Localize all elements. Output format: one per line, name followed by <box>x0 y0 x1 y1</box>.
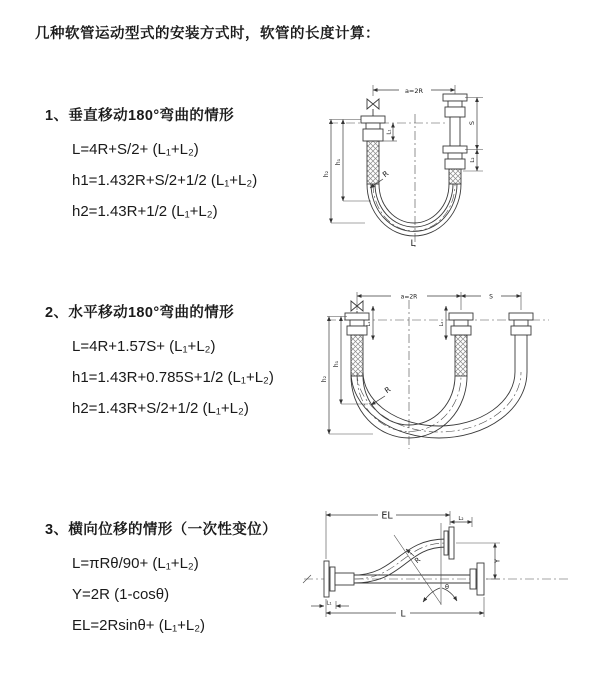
s-curve-hose-walls <box>354 539 446 583</box>
extension-lines <box>357 292 521 310</box>
section-heading: 3、横向位移的情形（一次性变位） <box>45 522 277 538</box>
dim-label-s: S <box>468 120 476 126</box>
formula-line: EL=2Rsinθ+ (L₁+L₂) <box>72 617 206 634</box>
formula-line: L=4R+1.57S+ (L₁+L₂) <box>72 338 216 355</box>
dim-label-l1: L₁ <box>366 321 372 327</box>
section-1 <box>45 104 257 227</box>
radius-label: R <box>382 384 393 396</box>
formula-line: L=πRθ/90+ (L₁+L₂) <box>72 555 199 572</box>
dim-label-h1: h₁ <box>333 360 340 368</box>
middle-fitting-flange <box>449 313 473 335</box>
dim-label-y: Y <box>493 558 502 564</box>
dim-label-l2: L₂ <box>458 516 464 522</box>
leader-line <box>406 549 414 556</box>
left-fitting-flange <box>361 116 385 141</box>
hose-diagram-horizontal-180 <box>313 284 575 458</box>
formula-line: L=4R+S/2+ (L₁+L₂) <box>72 141 199 158</box>
hose-braid <box>351 335 363 376</box>
dim-label-a2r: a=2R <box>404 86 424 95</box>
dim-label-h2: h₂ <box>321 375 328 383</box>
hose-braid <box>367 141 379 184</box>
formula-line: h2=1.43R+1/2 (L₁+L₂) <box>72 203 218 220</box>
angle-label: θ <box>445 583 449 591</box>
dim-label-h1: h₁ <box>335 158 342 166</box>
hose-braid <box>449 169 461 184</box>
right-fitting-upper-flange <box>443 94 467 117</box>
dim-label-h2: h₂ <box>323 170 330 178</box>
dim-label-a2r: a=2R <box>400 293 418 301</box>
section-heading: 2、水平移动180°弯曲的情形 <box>45 305 235 321</box>
hose-braid <box>455 335 467 376</box>
right-lower-fitting-flange <box>470 563 484 595</box>
radius-label: R <box>413 555 423 566</box>
u-bend-hose <box>367 184 461 236</box>
section-2 <box>45 301 274 424</box>
dim-label-l2: L₂ <box>470 157 476 163</box>
hose-diagram-lateral-displacement <box>298 501 600 648</box>
page-title: 几种软管运动型式的安装方式时，软管的长度计算： <box>35 26 380 42</box>
dim-label-el: EL <box>381 510 393 522</box>
dim-label-l1: L₁ <box>386 129 393 135</box>
left-fitting-flange <box>324 561 354 597</box>
rigid-pipe <box>450 117 460 146</box>
formula-line: h1=1.43R+0.785S+1/2 (L₁+L₂) <box>72 369 274 386</box>
bend-centerline <box>373 184 455 231</box>
length-label: L <box>410 239 416 249</box>
formula-line: h1=1.432R+S/2+1/2 (L₁+L₂) <box>72 172 258 189</box>
radius-label: R <box>380 168 391 180</box>
right-fitting-flange <box>509 313 533 335</box>
section-heading: 1、垂直移动180°弯曲的情形 <box>45 108 235 124</box>
section-3 <box>45 518 277 641</box>
dim-label-s: S <box>489 293 493 301</box>
hose-diagram-vertical-180 <box>313 76 565 258</box>
formula-line: h2=1.43R+S/2+1/2 (L₁+L₂) <box>72 400 249 417</box>
right-fitting-lower-flange <box>443 146 467 169</box>
dim-label-l2: L₂ <box>439 321 445 327</box>
right-leg-walls <box>515 335 527 372</box>
right-upper-fitting-flange <box>444 527 454 559</box>
dim-label-l1: L₁ <box>326 600 332 607</box>
formula-line: Y=2R (1-cosθ) <box>72 586 170 603</box>
valve-icon <box>367 99 379 116</box>
leader-line <box>371 396 385 405</box>
dim-label-l: L <box>400 609 406 620</box>
